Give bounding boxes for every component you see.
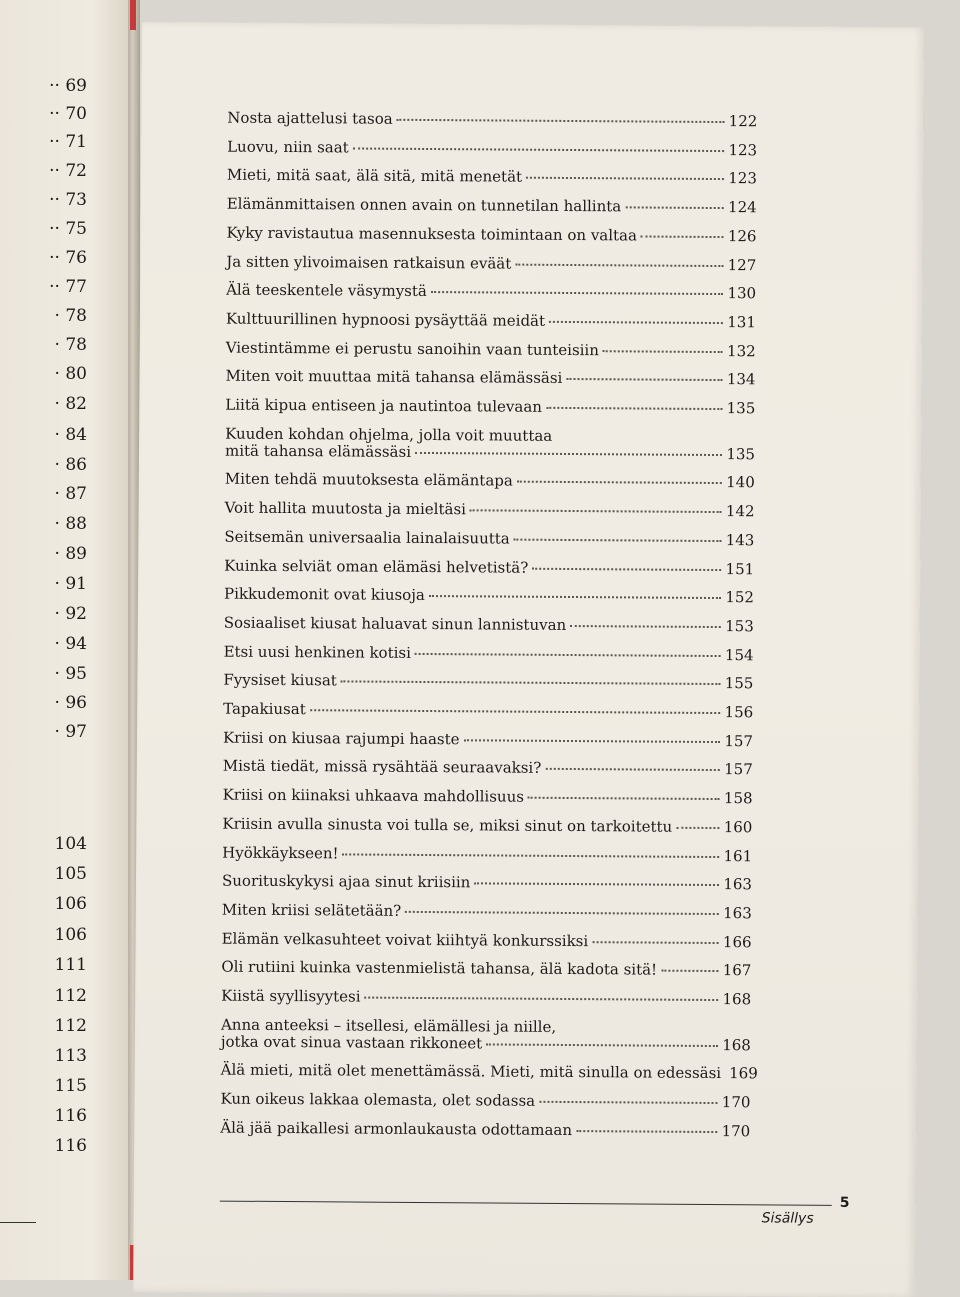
toc-entry-page: 122 bbox=[729, 112, 758, 130]
toc-entry-page: 132 bbox=[727, 342, 756, 360]
toc-entry bbox=[226, 338, 756, 360]
toc-entry-page: 152 bbox=[725, 588, 754, 606]
toc-entry-page: 151 bbox=[725, 560, 754, 578]
toc-entry-page: 167 bbox=[723, 961, 752, 979]
toc-entry bbox=[223, 786, 753, 808]
toc-entry-title: Kuinka selviät oman elämäsi helvetistä? bbox=[224, 556, 528, 576]
toc-leader-dots bbox=[526, 176, 724, 180]
left-page-number: ·· 70 bbox=[27, 104, 87, 124]
toc-entry-page: 134 bbox=[727, 370, 756, 388]
left-page-number: 116 bbox=[27, 1106, 87, 1126]
toc-entry-title: Oli rutiini kuinka vastenmielistä tahansa, älä kadota sitä! bbox=[221, 958, 657, 979]
toc-entry-title: Etsi uusi henkinen kotisi bbox=[224, 642, 411, 661]
toc-entry-page: 127 bbox=[728, 256, 757, 274]
toc-entry-title: Suorituskykysi ajaa sinut kriisiin bbox=[222, 872, 471, 892]
toc-leader-dots bbox=[676, 826, 720, 829]
left-page-number: · 95 bbox=[27, 664, 87, 684]
toc-entry-title: Elämän velkasuhteet voivat kiihtyä konkurssiksi bbox=[222, 929, 589, 950]
toc-entry bbox=[222, 872, 752, 894]
toc-entry-title: Elämänmittaisen onnen avain on tunnetilan hallinta bbox=[227, 195, 622, 216]
toc-entry bbox=[227, 109, 757, 131]
toc-entry-page: 168 bbox=[722, 1036, 751, 1054]
toc-entry-title: Viestintämme ei perustu sanoihin vaan tunteisiin bbox=[226, 338, 599, 359]
spine-ribbon-top bbox=[130, 0, 136, 30]
toc-entry-title: Miten tehdä muutoksesta elämäntapa bbox=[225, 470, 513, 490]
toc-entry-page: 123 bbox=[728, 141, 757, 159]
left-page-number: · 97 bbox=[27, 722, 87, 742]
toc-entry-page: 135 bbox=[726, 445, 755, 463]
toc-entry-title: Sosiaaliset kiusat haluavat sinun lannistuvan bbox=[224, 613, 567, 633]
toc-entry-page: 135 bbox=[727, 399, 756, 417]
toc-leader-dots bbox=[405, 910, 719, 915]
left-page-number: 113 bbox=[27, 1046, 87, 1066]
left-page-number: · 80 bbox=[27, 364, 87, 384]
toc-entry-title: jotka ovat sinua vastaan rikkoneet bbox=[221, 1032, 482, 1052]
toc-leader-dots bbox=[397, 118, 725, 123]
toc-entry-page: 143 bbox=[726, 531, 755, 549]
toc-entry-title: Seitsemän universaalia lainalaisuutta bbox=[224, 527, 509, 547]
toc-entry-page: 158 bbox=[724, 789, 753, 807]
toc-leader-dots bbox=[415, 652, 721, 657]
toc-leader-dots bbox=[546, 406, 723, 410]
toc-entry bbox=[223, 700, 753, 722]
toc-entry-title: Kiistä syyllisyytesi bbox=[221, 987, 360, 1006]
toc-entry bbox=[224, 527, 754, 549]
toc-leader-dots bbox=[486, 1042, 718, 1047]
footer-rule bbox=[220, 1201, 832, 1206]
toc-entry-title: Luovu, niin saat bbox=[227, 137, 349, 156]
left-page-number: 116 bbox=[27, 1136, 87, 1156]
toc-entry bbox=[221, 987, 751, 1009]
toc-entry-title: mitä tahansa elämässäsi bbox=[225, 441, 411, 460]
toc-entry-page: 155 bbox=[725, 674, 754, 692]
toc-entry-title: Tapakiusat bbox=[223, 700, 306, 719]
toc-entry-page: 163 bbox=[723, 875, 752, 893]
toc-entry-title: Kriisi on kiinaksi uhkaava mahdollisuus bbox=[223, 786, 525, 806]
left-page-number: · 78 bbox=[27, 306, 87, 326]
toc-entry bbox=[222, 929, 752, 951]
toc-entry-title: Liitä kipua entiseen ja nautintoa tulevaan bbox=[225, 396, 542, 416]
toc-entry-page: 124 bbox=[728, 198, 757, 216]
toc-entry-title: Kulttuurillinen hypnoosi pysäyttää meidät bbox=[226, 309, 545, 329]
toc-entry-page: 130 bbox=[727, 284, 756, 302]
right-page bbox=[133, 22, 924, 1297]
toc-entry-page: 161 bbox=[723, 847, 752, 865]
toc-entry-page: 166 bbox=[723, 933, 752, 951]
toc-entry bbox=[226, 252, 756, 274]
toc-entry bbox=[223, 757, 753, 779]
left-page-number: 112 bbox=[27, 986, 87, 1006]
toc-entry bbox=[222, 814, 752, 836]
toc-entry-title: Voit hallita muutosta ja mieltäsi bbox=[225, 499, 467, 519]
left-page bbox=[0, 0, 132, 1280]
left-page-number: · 94 bbox=[27, 634, 87, 654]
toc-entry bbox=[223, 671, 753, 693]
left-page-number: 111 bbox=[27, 955, 87, 975]
toc-entry bbox=[225, 396, 755, 418]
toc-leader-dots bbox=[528, 796, 720, 800]
toc-leader-dots bbox=[341, 680, 721, 686]
toc-entry bbox=[225, 499, 755, 521]
toc-entry-title: Ja sitten ylivoimaisen ratkaisun eväät bbox=[226, 252, 511, 272]
left-page-number: ·· 76 bbox=[27, 248, 87, 268]
left-page-number: · 78 bbox=[27, 335, 87, 355]
toc-entry bbox=[227, 137, 757, 159]
footer-section-title: Sisällys bbox=[714, 1210, 814, 1227]
left-page-number: 115 bbox=[27, 1076, 87, 1096]
toc-entry-page: 170 bbox=[722, 1122, 751, 1140]
left-page-number: ·· 75 bbox=[27, 219, 87, 239]
toc-entry-page: 126 bbox=[728, 227, 757, 245]
toc-leader-dots bbox=[532, 566, 721, 570]
toc-leader-dots bbox=[310, 708, 721, 714]
toc-entry-title: Hyökkäykseen! bbox=[222, 843, 339, 862]
left-page-number: · 88 bbox=[27, 514, 87, 534]
toc-leader-dots bbox=[474, 882, 719, 887]
toc-entry bbox=[224, 613, 754, 635]
toc-leader-dots bbox=[470, 508, 722, 513]
left-page-number: · 91 bbox=[27, 574, 87, 594]
left-page-number: ·· 71 bbox=[27, 132, 87, 152]
left-page-number: 112 bbox=[27, 1016, 87, 1036]
toc-entry bbox=[224, 642, 754, 664]
toc-leader-dots bbox=[576, 1129, 718, 1133]
toc-leader-dots bbox=[566, 377, 723, 381]
toc-entry-page: 123 bbox=[728, 169, 757, 187]
toc-entry-page: 157 bbox=[724, 732, 753, 750]
toc-entry bbox=[222, 900, 752, 922]
toc-leader-dots bbox=[517, 480, 722, 484]
left-page-number: · 86 bbox=[27, 455, 87, 475]
toc-entry bbox=[222, 843, 752, 865]
toc-entry-title: Miten voit muuttaa mitä tahansa elämässäsi bbox=[225, 367, 562, 387]
toc-leader-dots bbox=[514, 537, 722, 541]
toc-entry-title: Miten kriisi selätetään? bbox=[222, 900, 402, 919]
toc-entry bbox=[223, 728, 753, 750]
toc-leader-dots bbox=[592, 940, 719, 944]
toc-entry-page: 168 bbox=[722, 990, 751, 1008]
toc-entry-title: Älä mieti, mitä olet menettämässä. Mieti, mitä sinulla on edessäsi bbox=[221, 1061, 722, 1082]
left-page-number: · 96 bbox=[27, 693, 87, 713]
toc-entry-page: 160 bbox=[724, 818, 753, 836]
toc-leader-dots bbox=[431, 290, 724, 295]
toc-entry bbox=[227, 166, 757, 188]
left-page-number: · 87 bbox=[27, 484, 87, 504]
toc-leader-dots bbox=[603, 349, 723, 353]
left-page-number: · 84 bbox=[27, 425, 87, 445]
toc-leader-dots bbox=[625, 205, 724, 209]
left-page-number: 106 bbox=[27, 925, 87, 945]
toc-entry bbox=[225, 441, 755, 463]
left-page-number: ·· 73 bbox=[27, 190, 87, 210]
toc-entry-page: 140 bbox=[726, 473, 755, 491]
toc-entry bbox=[225, 470, 755, 492]
toc-entry-title: Fyysiset kiusat bbox=[223, 671, 337, 690]
footer-page-number: 5 bbox=[840, 1195, 850, 1211]
toc-leader-dots bbox=[545, 767, 720, 771]
toc-entry bbox=[221, 1032, 751, 1054]
toc-entry-title: Mistä tiedät, missä rysähtää seuraavaksi? bbox=[223, 757, 542, 777]
toc-leader-dots bbox=[661, 969, 719, 972]
left-page-number: ·· 72 bbox=[27, 161, 87, 181]
toc-entry bbox=[220, 1118, 750, 1140]
toc-entry-title: Mieti, mitä saat, älä sitä, mitä menetät bbox=[227, 166, 522, 186]
toc-entry-title: Nosta ajattelusi tasoa bbox=[227, 109, 393, 128]
toc-entry-page: 154 bbox=[725, 646, 754, 664]
toc-leader-dots bbox=[365, 996, 719, 1001]
toc-entry-title: Pikkudemonit ovat kiusoja bbox=[224, 585, 425, 604]
toc-leader-dots bbox=[570, 624, 721, 628]
toc-entry-title: Anna anteeksi – itsellesi, elämällesi ja niille, bbox=[221, 1015, 556, 1035]
toc-entry-page: 131 bbox=[727, 313, 756, 331]
toc-entry-page: 156 bbox=[724, 703, 753, 721]
toc-entry-page: 170 bbox=[722, 1093, 751, 1111]
left-footer-rule bbox=[0, 1222, 36, 1223]
toc-leader-dots bbox=[353, 146, 725, 152]
toc-leader-dots bbox=[343, 852, 720, 858]
toc-entry bbox=[226, 223, 756, 245]
toc-entry-title: Kriisi on kiusaa rajumpi haaste bbox=[223, 728, 460, 748]
toc-leader-dots bbox=[515, 262, 723, 266]
toc-entry-page: 157 bbox=[724, 760, 753, 778]
toc-entry-page: 163 bbox=[723, 904, 752, 922]
toc-entry bbox=[226, 281, 756, 303]
toc-entry bbox=[226, 309, 756, 331]
left-page-number: 105 bbox=[27, 864, 87, 884]
toc-entry-page: 142 bbox=[726, 502, 755, 520]
toc-leader-dots bbox=[539, 1100, 718, 1104]
toc-entry bbox=[225, 367, 755, 389]
toc-entry-page: 153 bbox=[725, 617, 754, 635]
toc-entry-title: Älä teeskentele väsymystä bbox=[226, 281, 427, 300]
left-page-number: 104 bbox=[27, 834, 87, 854]
toc-entry-title: Kuuden kohdan ohjelma, jolla voit muuttaa bbox=[225, 424, 552, 444]
toc-entry-title: Kyky ravistautua masennuksesta toimintaan on valtaa bbox=[226, 223, 637, 244]
toc-leader-dots bbox=[415, 451, 722, 456]
toc-leader-dots bbox=[429, 594, 722, 599]
toc-leader-dots bbox=[641, 234, 724, 238]
toc-entry bbox=[221, 1061, 751, 1083]
toc-leader-dots bbox=[464, 738, 721, 743]
toc-entry-page: 169 bbox=[729, 1065, 758, 1083]
toc-entry-title: Älä jää paikallesi armonlaukausta odottamaan bbox=[220, 1118, 572, 1138]
toc-entry bbox=[224, 556, 754, 578]
left-page-number: · 82 bbox=[27, 394, 87, 414]
toc-entry bbox=[227, 195, 757, 217]
toc-entry bbox=[220, 1090, 750, 1112]
toc-entry-title: Kun oikeus lakkaa olemasta, olet sodassa bbox=[220, 1090, 535, 1110]
table-of-contents bbox=[227, 109, 757, 113]
left-page-number: ·· 69 bbox=[27, 76, 87, 96]
left-page-number: · 92 bbox=[27, 604, 87, 624]
toc-entry-title: Kriisin avulla sinusta voi tulla se, miksi sinut on tarkoitettu bbox=[222, 814, 672, 835]
toc-entry bbox=[224, 585, 754, 607]
left-page-number: 106 bbox=[27, 894, 87, 914]
left-page-number: · 89 bbox=[27, 544, 87, 564]
left-page-number: ·· 77 bbox=[27, 277, 87, 297]
toc-entry bbox=[221, 958, 751, 980]
toc-leader-dots bbox=[549, 320, 723, 324]
